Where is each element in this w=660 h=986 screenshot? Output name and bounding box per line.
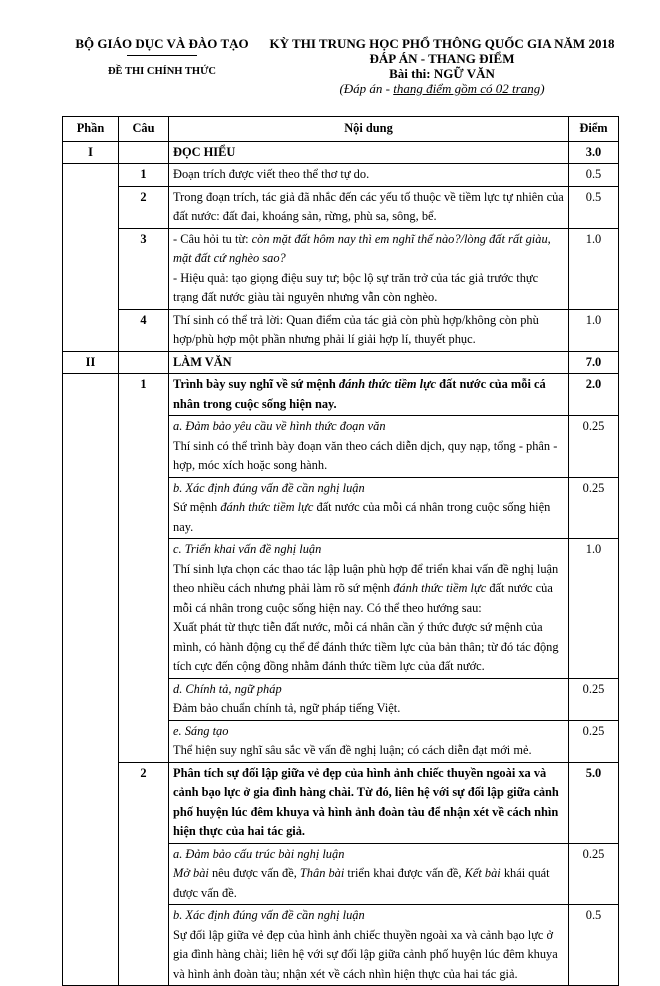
official-label: ĐỀ THI CHÍNH THỨC	[107, 66, 217, 77]
section-row-part1: I ĐỌC HIỂU 3.0	[63, 141, 619, 164]
section-title: LÀM VĂN	[169, 351, 569, 374]
table-row: c. Triển khai vấn đề nghị luận Thí sinh lựa chọn các thao tác lập luận phù hợp để triển khai vấn đề nghị luận theo nhiều cách nhưng phải làm rõ sứ mệnh đánh thức tiềm lực đất nước của mỗi cá nhân trong cuộc sống hiện nay. Có thể theo hướng sau: Xuất phát từ thực tiễn đất nước, mỗi cá nhân cần ý thức được sứ mệnh của mình, có hành động cụ thể để đánh thức tiềm lực của bản thân; từ đó tác động tích cực đến cộng đồng nhằm đánh thức tiềm lực của đất nước. 1.0	[63, 539, 619, 679]
header-right	[262, 36, 622, 96]
section-score: 3.0	[569, 141, 619, 164]
section-title: ĐỌC HIỂU	[169, 141, 569, 164]
table-row: 3 - Câu hỏi tu từ: còn mặt đất hôm nay thì em nghĩ thế nào?/lòng đất rất giàu, mặt đất cứ nghèo sao? - Hiệu quả: tạo giọng điệu suy tư; bộc lộ sự trăn trở của tác giả trước thực trạng đất nước giàu tài nguyên nhưng vẫn còn nghèo. 1.0	[63, 228, 619, 309]
answer-title: ĐÁP ÁN - THANG ĐIỂM	[369, 51, 515, 66]
table-row: a. Đảm bảo cấu trúc bài nghị luận Mở bài nêu được vấn đề, Thân bài triển khai được vấn đề, Kết bài khái quát được vấn đề. 0.25	[63, 843, 619, 905]
table-row: 2 Trong đoạn trích, tác giả đã nhắc đến các yếu tố thuộc về tiềm lực tự nhiên của đất nước: đất đai, khoáng sản, rừng, phù sa, sông, bể. 0.5	[63, 186, 619, 228]
col-question: Câu	[119, 117, 169, 142]
table-row: d. Chính tả, ngữ pháp Đảm bảo chuẩn chính tả, ngữ pháp tiếng Việt. 0.25	[63, 678, 619, 720]
header-left	[62, 36, 262, 77]
header-rule	[127, 55, 197, 56]
section-score: 7.0	[569, 351, 619, 374]
table-row: e. Sáng tạo Thể hiện suy nghĩ sâu sắc về vấn đề nghị luận; có cách diễn đạt mới mẻ. 0.25	[63, 720, 619, 762]
col-content: Nội dung	[169, 117, 569, 142]
exam-title: KỲ THI TRUNG HỌC PHỔ THÔNG QUỐC GIA NĂM 2018	[269, 36, 615, 51]
subject-title: Bài thi: NGỮ VĂN	[389, 66, 495, 81]
answer-table	[62, 116, 619, 986]
col-part: Phần	[63, 117, 119, 142]
table-row: b. Xác định đúng vấn đề cần nghị luận Sứ mệnh đánh thức tiềm lực đất nước của mỗi cá nhân trong cuộc sống hiện nay. 0.25	[63, 477, 619, 539]
page-note: (Đáp án - thang điểm gồm có 02 trang)	[339, 81, 545, 96]
table-row: 4 Thí sinh có thể trả lời: Quan điểm của tác giả còn phù hợp/không còn phù hợp/phù hợp một phần nhưng phải lí giải hợp lí, thuyết phục. 1.0	[63, 309, 619, 351]
table-row: 2 Phân tích sự đối lập giữa vẻ đẹp của hình ảnh chiếc thuyền ngoài xa và cảnh bạo lực ở gia đình hàng chài. Từ đó, liên hệ với sự đối lập giữa cảnh phố huyện lúc đêm khuya và hình ảnh đoàn tàu để nhận xét về cách nhìn hiện thực của hai tác giả. 5.0	[63, 762, 619, 843]
table-header-row	[63, 117, 619, 142]
table-row: a. Đảm bảo yêu cầu về hình thức đoạn văn Thí sinh có thể trình bày đoạn văn theo cách diễn dịch, quy nạp, tổng - phân - hợp, móc xích hoặc song hành. 0.25	[63, 416, 619, 478]
section-row-part2: II LÀM VĂN 7.0	[63, 351, 619, 374]
table-row: 1 Trình bày suy nghĩ về sứ mệnh đánh thức tiềm lực đất nước của mỗi cá nhân trong cuộc sống hiện nay. 2.0	[63, 374, 619, 416]
table-row: 1 Đoạn trích được viết theo thể thơ tự do. 0.5	[63, 164, 619, 187]
table-row: b. Xác định đúng vấn đề cần nghị luận Sự đối lập giữa vẻ đẹp của hình ảnh chiếc thuyền ngoài xa và cảnh bạo lực ở gia đình hàng chài; liên hệ với sự đối lập giữa cảnh phố huyện lúc đêm khuya và hình ảnh đoàn tàu; nhận xét về cách nhìn hiện thực của hai tác giả. 0.5	[63, 905, 619, 986]
ministry-name: BỘ GIÁO DỤC VÀ ĐÀO TẠO	[75, 36, 249, 51]
col-score: Điểm	[569, 117, 619, 142]
